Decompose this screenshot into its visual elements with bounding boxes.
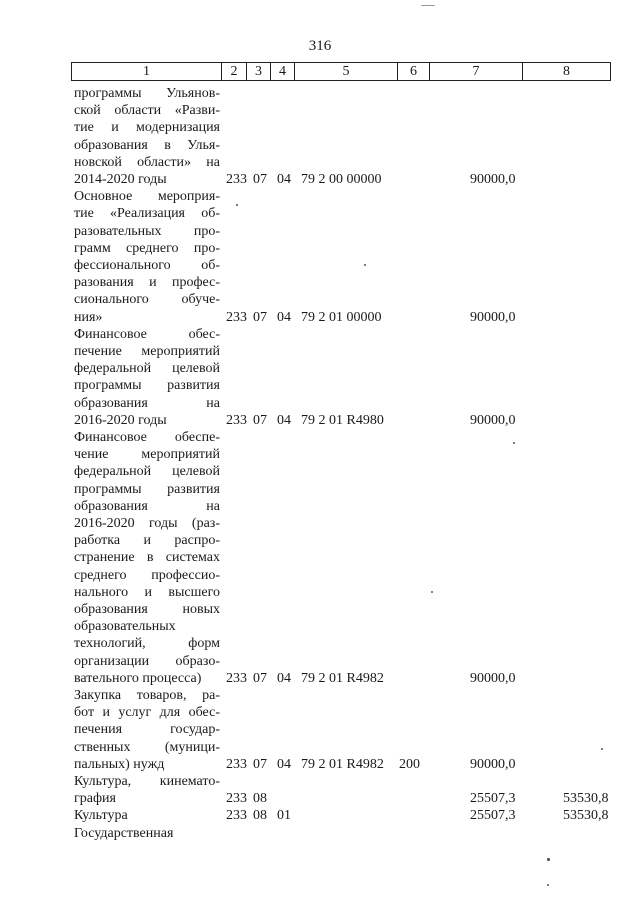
org-code: 233	[226, 412, 247, 428]
description-line: технологий, форм	[74, 636, 220, 652]
org-code: 233	[226, 808, 247, 824]
description-line: чение мероприятий	[74, 447, 220, 463]
amount-year-2: 53530,8	[563, 808, 609, 824]
description-line: образования на	[74, 395, 220, 411]
amount-year-1: 90000,0	[470, 309, 516, 325]
description-line: ния»	[74, 309, 103, 325]
row-description	[74, 687, 220, 773]
table-row	[0, 807, 640, 824]
row-description	[74, 326, 220, 429]
amount-year-1: 90000,0	[470, 412, 516, 428]
description-line: Финансовое обеспе-	[74, 430, 220, 445]
org-code: 233	[226, 309, 247, 325]
subsection-code: 04	[277, 172, 291, 187]
row-description	[74, 825, 220, 842]
scan-speck	[601, 748, 603, 750]
scan-speck	[431, 591, 433, 593]
expense-type-code: 200	[399, 756, 420, 772]
description-line: грамм среднего про-	[74, 240, 220, 256]
description-line: новской области» на	[74, 154, 220, 170]
description-line: печение мероприятий	[74, 344, 220, 359]
amount-year-1: 90000,0	[470, 756, 516, 772]
scan-speck	[236, 204, 238, 206]
description-line: Закупка товаров, ра-	[74, 688, 220, 703]
program-code: 79 2 01 R4982	[301, 670, 384, 686]
section-code: 07	[253, 412, 267, 428]
row-description	[74, 773, 220, 807]
section-code: 08	[253, 791, 267, 807]
scan-speck	[513, 442, 515, 444]
description-line: образования на	[74, 498, 220, 514]
description-line: Основное мероприя-	[74, 189, 220, 205]
header-cell: 4	[270, 63, 294, 80]
scan-speck	[421, 5, 435, 6]
description-line: организации образо-	[74, 653, 220, 669]
row-description	[74, 429, 220, 687]
scan-speck	[547, 858, 550, 861]
row-description	[74, 188, 220, 326]
description-line: разовательных про-	[74, 223, 220, 239]
amount-year-1: 90000,0	[470, 670, 516, 686]
amount-year-1: 25507,3	[470, 791, 516, 807]
subsection-code: 04	[277, 670, 291, 686]
section-code: 07	[253, 172, 267, 187]
description-line: федеральной целевой	[74, 361, 220, 377]
description-line: образовательных	[74, 619, 176, 635]
description-line: программы Ульянов-	[74, 86, 220, 101]
description-line: среднего профессио-	[74, 567, 220, 583]
header-cell: 8	[522, 63, 610, 80]
scan-speck	[364, 264, 366, 266]
program-code: 79 2 00 00000	[301, 172, 382, 187]
description-line: ственных (муници-	[74, 739, 220, 755]
org-code: 233	[226, 670, 247, 686]
table-row	[0, 85, 640, 188]
table-row	[0, 326, 640, 429]
org-code: 233	[226, 756, 247, 772]
description-line: 2014-2020 годы	[74, 172, 167, 188]
description-line: образования в Улья-	[74, 137, 220, 153]
scan-speck	[547, 884, 549, 886]
subsection-code: 04	[277, 309, 291, 325]
description-line: Государственная	[74, 825, 174, 841]
description-line: вательного процесса)	[74, 670, 202, 686]
description-line: 2016-2020 годы	[74, 412, 167, 428]
subsection-code: 04	[277, 756, 291, 772]
section-code: 07	[253, 670, 267, 686]
description-line: разования и профес-	[74, 275, 220, 291]
subsection-code: 04	[277, 412, 291, 428]
description-line: программы развития	[74, 481, 220, 497]
description-line: программы развития	[74, 378, 220, 394]
description-line: работка и распро-	[74, 533, 220, 549]
table-row	[0, 825, 640, 842]
amount-year-1: 90000,0	[470, 172, 516, 187]
description-line: федеральной целевой	[74, 464, 220, 480]
subsection-code: 01	[277, 808, 291, 824]
program-code: 79 2 01 00000	[301, 309, 382, 325]
description-line: печения государ-	[74, 722, 220, 738]
header-cell: 2	[221, 63, 246, 80]
section-code: 07	[253, 756, 267, 772]
description-line: нального и высшего	[74, 584, 220, 600]
description-line: фессионального об-	[74, 258, 220, 273]
description-line: тие и модернизация	[74, 120, 220, 136]
description-line: бот и услуг для обес-	[74, 705, 220, 721]
row-description	[74, 807, 220, 824]
table-row	[0, 188, 640, 326]
table-row	[0, 429, 640, 687]
program-code: 79 2 01 R4982	[301, 756, 384, 772]
table-row	[0, 687, 640, 773]
org-code: 233	[226, 172, 247, 187]
header-cell: 1	[143, 64, 150, 79]
row-description	[74, 85, 220, 188]
description-line: образования новых	[74, 602, 220, 618]
header-cell: 6	[397, 63, 429, 80]
amount-year-2: 53530,8	[563, 791, 609, 807]
description-line: тие «Реализация об-	[74, 206, 220, 222]
description-line: Культура, кинемато-	[74, 774, 220, 789]
description-line: графия	[74, 791, 116, 807]
description-line: 2016-2020 годы (раз-	[74, 516, 220, 532]
description-line: пальных) нужд	[74, 756, 165, 772]
page-number: 316	[308, 38, 332, 54]
description-line: ской области «Разви-	[74, 103, 220, 119]
header-cell: 5	[294, 63, 397, 80]
table-row	[0, 773, 640, 807]
section-code: 08	[253, 808, 267, 824]
table-header	[71, 62, 611, 81]
header-cell: 3	[246, 63, 270, 80]
org-code: 233	[226, 791, 247, 807]
header-cell: 7	[429, 63, 522, 80]
amount-year-1: 25507,3	[470, 808, 516, 824]
description-line: сионального обуче-	[74, 292, 220, 308]
description-line: Финансовое обес-	[74, 326, 220, 342]
section-code: 07	[253, 309, 267, 325]
program-code: 79 2 01 R4980	[301, 412, 384, 428]
description-line: странение в системах	[74, 550, 220, 566]
description-line: Культура	[74, 808, 128, 824]
